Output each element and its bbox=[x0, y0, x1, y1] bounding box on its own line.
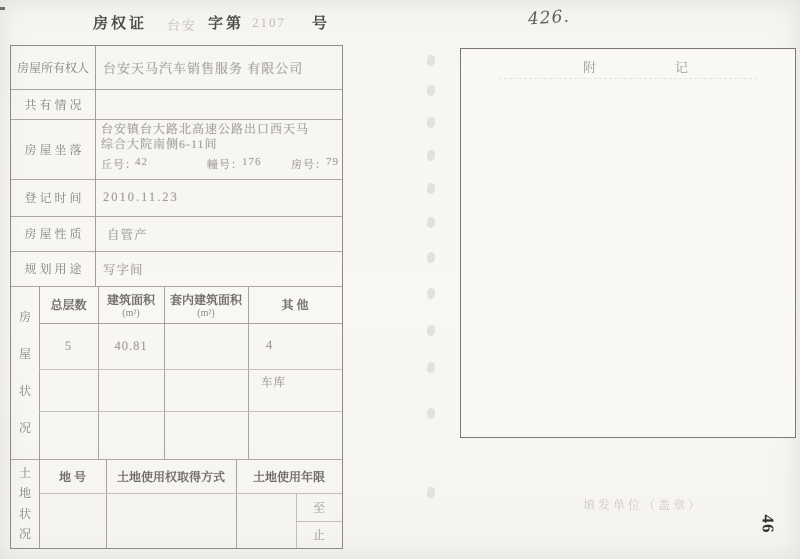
grid-line bbox=[39, 369, 342, 370]
nature-value: 自管产 bbox=[107, 227, 148, 242]
building-no-label: 幢号： bbox=[207, 159, 243, 171]
reg-date-value: 2010.11.23 bbox=[103, 190, 179, 204]
notes-underline bbox=[499, 78, 757, 79]
fold-mark bbox=[426, 361, 435, 373]
row-reg-date bbox=[11, 179, 342, 217]
row-nature bbox=[11, 216, 342, 252]
building-area-value: 40.81 bbox=[114, 338, 148, 353]
scan-edge-mark bbox=[0, 7, 5, 10]
land-status-section bbox=[11, 459, 342, 548]
reg-date-label: 登 记 时 间 bbox=[24, 191, 82, 205]
house-status-section bbox=[11, 286, 342, 460]
fold-mark bbox=[426, 149, 435, 161]
land-years-stop-label: 止 bbox=[312, 528, 325, 542]
row-owner bbox=[11, 46, 342, 90]
certificate-number: 2107 bbox=[252, 15, 286, 30]
fold-mark bbox=[426, 182, 435, 194]
col-header-total-floors: 总层数 bbox=[50, 298, 87, 312]
notes-title-left: 附 bbox=[583, 60, 597, 75]
owner-label: 房屋所有权人 bbox=[16, 61, 89, 75]
col-header-building-area: 建筑面积 bbox=[106, 292, 155, 307]
page-number: 46 bbox=[758, 514, 778, 534]
fold-mark bbox=[426, 287, 435, 299]
land-years-to-label: 至 bbox=[312, 500, 325, 515]
planned-use-label: 规 划 用 途 bbox=[24, 262, 82, 276]
room-no-label: 房号： bbox=[291, 159, 327, 171]
certificate-table bbox=[10, 45, 343, 549]
building-no-value: 176 bbox=[242, 156, 262, 168]
planned-use-value: 写字间 bbox=[103, 262, 144, 277]
land-status-side-label: 土 地 状 况 bbox=[11, 459, 40, 548]
fold-mark bbox=[426, 486, 435, 498]
fold-mark bbox=[426, 216, 435, 228]
row-location bbox=[11, 119, 342, 180]
fold-mark bbox=[426, 116, 435, 128]
total-floors-value: 5 bbox=[64, 338, 73, 353]
fold-mark bbox=[426, 407, 435, 419]
col-header-land-years: 土地使用年限 bbox=[252, 469, 325, 484]
plot-no-value: 42 bbox=[135, 156, 148, 168]
house-status-side-label: 房 屋 状 况 bbox=[11, 286, 40, 459]
col-header-land-plot: 地 号 bbox=[58, 469, 86, 484]
notes-box bbox=[460, 48, 796, 438]
fold-mark bbox=[426, 251, 435, 263]
certificate-region: 台安 bbox=[167, 18, 198, 33]
notes-title-right: 记 bbox=[675, 60, 689, 75]
co-ownership-label: 共 有 情 况 bbox=[24, 97, 82, 112]
location-address-line1: 台安镇台大路北高速公路出口西天马 bbox=[101, 122, 310, 136]
nature-label: 房 屋 性 质 bbox=[24, 227, 82, 241]
row-co-ownership bbox=[11, 89, 342, 120]
grid-line bbox=[39, 411, 342, 412]
issuer-label: 填发单位（盖章） bbox=[583, 498, 704, 512]
other-value-1: 4 bbox=[266, 338, 274, 352]
certificate-prefix: 字第 bbox=[208, 16, 245, 32]
other-value-2: 车库 bbox=[261, 377, 286, 389]
fold-mark bbox=[426, 84, 435, 96]
owner-value: 台安天马汽车销售服务 有限公司 bbox=[103, 61, 304, 76]
row-planned-use bbox=[11, 251, 342, 287]
fold-mark bbox=[426, 54, 435, 66]
location-address-line2: 综合大院南侧6-11间 bbox=[101, 137, 218, 151]
certificate-title: 房权证 bbox=[93, 16, 148, 32]
col-header-building-area-unit: (m²) bbox=[122, 307, 140, 319]
plot-no-label: 丘号： bbox=[101, 159, 137, 171]
fold-mark bbox=[426, 324, 435, 336]
certificate-suffix: 号 bbox=[312, 16, 331, 32]
handwritten-number: 426. bbox=[527, 6, 571, 30]
col-header-other: 其 他 bbox=[281, 298, 309, 312]
col-header-inner-area-unit: (m²) bbox=[197, 307, 215, 319]
room-no-value: 79 bbox=[326, 156, 339, 168]
col-header-inner-area: 套内建筑面积 bbox=[169, 292, 242, 307]
location-label: 房 屋 坐 落 bbox=[24, 142, 82, 157]
col-header-land-method: 土地使用权取得方式 bbox=[116, 469, 225, 484]
